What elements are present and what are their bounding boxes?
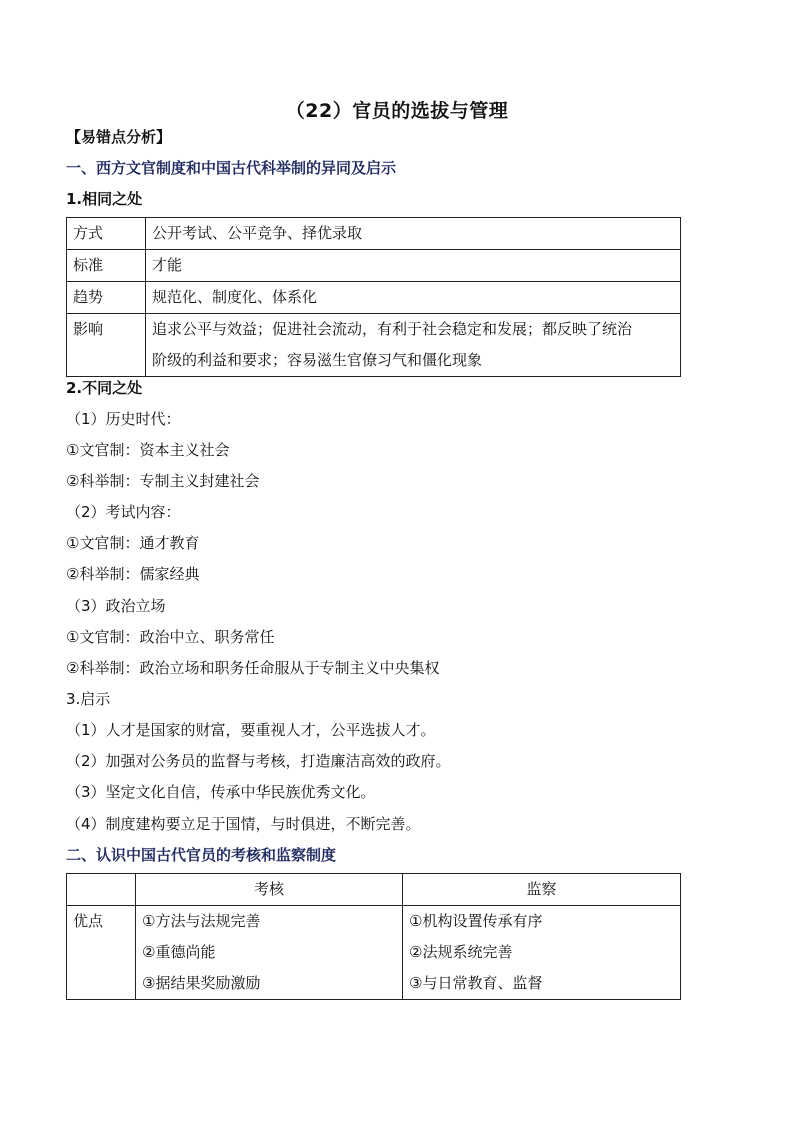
header-cell: 监察 (403, 874, 681, 906)
row-key: 影响 (67, 314, 146, 377)
assessment-cell (136, 906, 403, 1000)
insight-line: （4）制度建构要立足于国情，与时俱进，不断完善。 (66, 815, 421, 833)
row-value: 才能 (146, 250, 681, 282)
cell-line: ②重德尚能 (142, 943, 216, 961)
row-value: 规范化、制度化、体系化 (146, 282, 681, 314)
row-key: 标准 (67, 250, 146, 282)
diff-line: ②科举制：政治立场和职务任命服从于专制主义中央集权 (66, 659, 440, 677)
table-row (67, 906, 681, 1000)
header-empty (67, 874, 136, 906)
cell-line: ①机构设置传承有序 (409, 912, 543, 930)
value-line: 阶级的利益和要求；容易滋生官僚习气和僵化现象 (152, 351, 483, 369)
exam-supervision-table (66, 873, 681, 1000)
table-row (67, 250, 681, 282)
cell-line: ③与日常教育、监督 (409, 974, 543, 992)
cell-line: ②法规系统完善 (409, 943, 513, 961)
insight-heading: 3.启示 (66, 690, 111, 708)
row-key: 方式 (67, 218, 146, 250)
row-label: 优点 (67, 906, 136, 1000)
insight-line: （2）加强对公务员的监督与考核，打造廉洁高效的政府。 (66, 752, 451, 770)
same-table (66, 217, 681, 377)
part1-heading: 一、西方文官制度和中国古代科举制的异同及启示 (66, 159, 397, 177)
cell-line: ③据结果奖励激励 (142, 974, 261, 992)
header-cell: 考核 (136, 874, 403, 906)
diff-line: （3）政治立场 (66, 597, 166, 615)
row-key: 趋势 (67, 282, 146, 314)
insight-line: （3）坚定文化自信，传承中华民族优秀文化。 (66, 783, 376, 801)
value-line: 追求公平与效益；促进社会流动，有利于社会稳定和发展；都反映了统治 (152, 320, 633, 338)
diff-line: ①文官制：通才教育 (66, 534, 200, 552)
part2-heading: 二、认识中国古代官员的考核和监察制度 (66, 846, 337, 864)
row-value (146, 314, 681, 377)
row-value: 公开考试、公平竞争、择优录取 (146, 218, 681, 250)
insight-line: （1）人才是国家的财富，要重视人才，公平选拔人才。 (66, 721, 436, 739)
diff-line: ①文官制：资本主义社会 (66, 441, 230, 459)
page-title: （22）官员的选拔与管理 (285, 100, 509, 122)
diff-line: ②科举制：专制主义封建社会 (66, 472, 260, 490)
diff-heading: 2.不同之处 (66, 379, 143, 397)
table-header-row (67, 874, 681, 906)
diff-line: （1）历史时代： (66, 410, 181, 428)
diff-line: ①文官制：政治中立、职务常任 (66, 628, 275, 646)
diff-line: ②科举制：儒家经典 (66, 565, 200, 583)
table-row (67, 282, 681, 314)
diff-line: （2）考试内容： (66, 503, 181, 521)
supervision-cell (403, 906, 681, 1000)
table-row (67, 218, 681, 250)
section-tag: 【易错点分析】 (66, 128, 172, 146)
cell-line: ①方法与法规完善 (142, 912, 261, 930)
table-row (67, 314, 681, 377)
same-heading: 1.相同之处 (66, 190, 143, 208)
